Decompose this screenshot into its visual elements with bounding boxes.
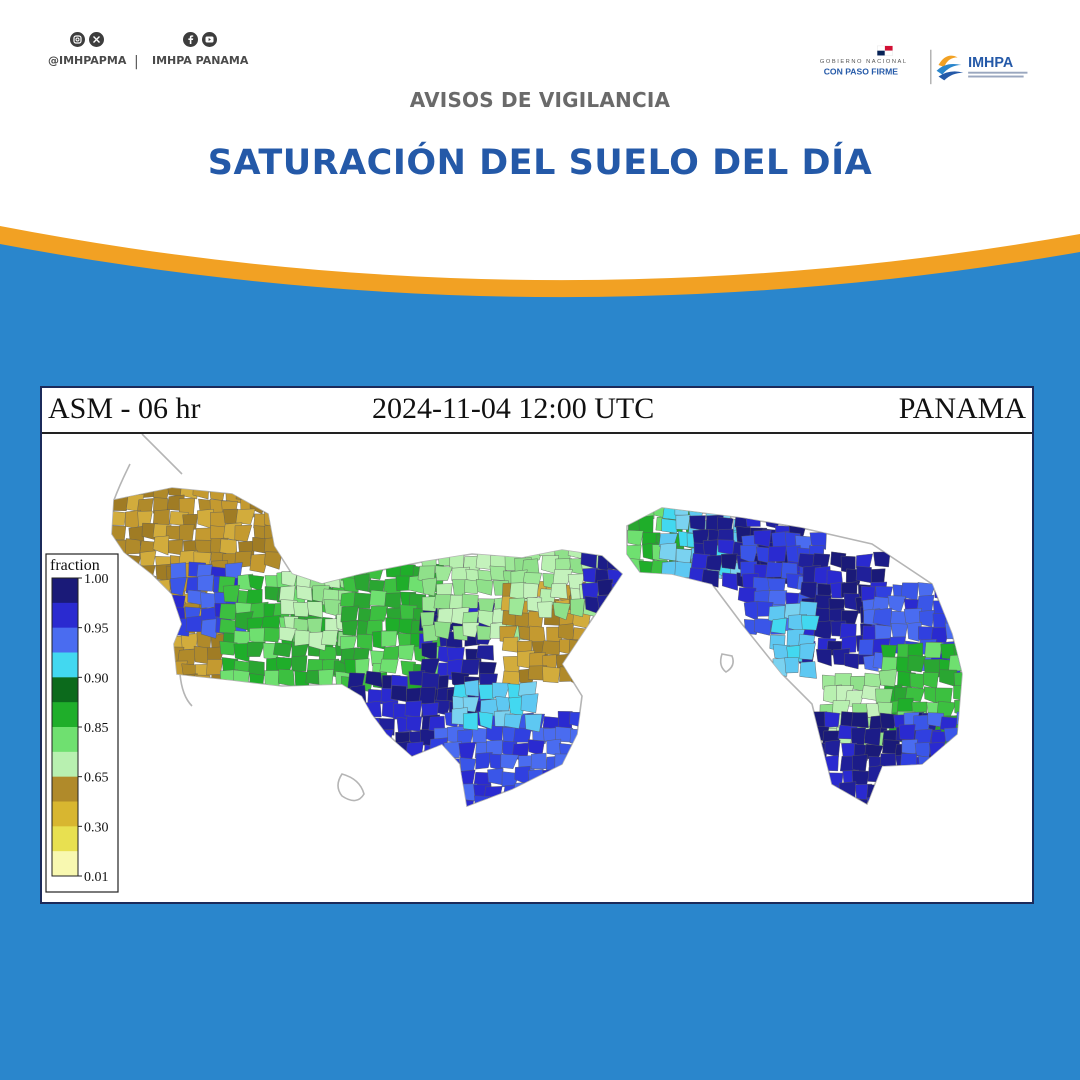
catchment-region xyxy=(476,579,493,595)
catchment-region xyxy=(391,753,406,770)
catchment-region xyxy=(354,574,369,592)
catchment-region xyxy=(543,769,558,786)
catchment-region xyxy=(730,502,748,517)
catchment-region xyxy=(556,813,573,828)
catchment-region xyxy=(464,680,479,696)
catchment-region xyxy=(476,646,494,661)
catchment-region xyxy=(676,515,690,530)
catchment-region xyxy=(424,755,443,770)
catchment-region xyxy=(127,617,145,635)
section-title: AVISOS DE VIGILANCIA xyxy=(409,88,671,112)
legend-tick-label: 1.00 xyxy=(84,572,109,587)
catchment-region xyxy=(292,656,308,672)
catchment-region xyxy=(838,799,857,817)
youtube-icon[interactable] xyxy=(202,32,217,47)
catchment-region xyxy=(627,530,643,546)
page-title: SATURACIÓN DEL SUELO DEL DÍA xyxy=(207,143,873,183)
catchment-region xyxy=(825,784,841,801)
catchment-region xyxy=(954,700,968,716)
catchment-region xyxy=(706,555,723,570)
catchment-region xyxy=(405,755,421,773)
catchment-region xyxy=(612,583,627,597)
catchment-region xyxy=(476,810,494,827)
catchment-region xyxy=(530,626,546,642)
catchment-region xyxy=(826,814,845,831)
catchment-region xyxy=(926,769,940,786)
catchment-region xyxy=(431,812,450,828)
gov-line2: CON PASO FIRME xyxy=(823,66,899,77)
catchment-region xyxy=(766,562,783,578)
catchment-region xyxy=(935,584,951,600)
catchment-region xyxy=(128,607,143,622)
catchment-region xyxy=(138,634,155,650)
catchment-region xyxy=(825,712,840,728)
catchment-region xyxy=(537,602,552,618)
catchment-region xyxy=(609,547,625,562)
catchment-region xyxy=(125,593,141,610)
catchment-region xyxy=(406,716,422,731)
catchment-region xyxy=(852,755,867,773)
catchment-region xyxy=(921,812,938,826)
catchment-region xyxy=(442,813,459,829)
catchment-region xyxy=(948,655,965,672)
catchment-region xyxy=(524,583,539,598)
catchment-region xyxy=(448,783,463,798)
legend-color-swatch xyxy=(52,628,78,653)
catchment-region xyxy=(898,811,915,828)
catchment-region xyxy=(165,674,182,691)
catchment-region xyxy=(504,714,522,729)
catchment-region xyxy=(364,718,380,733)
catchment-region xyxy=(659,543,676,561)
catchment-region xyxy=(662,519,678,534)
map-header xyxy=(42,388,1032,434)
catchment-region xyxy=(156,594,173,610)
catchment-region xyxy=(528,769,543,788)
catchment-region xyxy=(342,620,358,636)
catchment-region xyxy=(956,738,974,757)
catchment-region xyxy=(223,585,240,602)
catchment-region xyxy=(462,594,478,608)
catchment-region xyxy=(219,619,236,634)
catchment-region xyxy=(875,625,892,640)
catchment-region xyxy=(264,485,282,501)
catchment-region xyxy=(559,667,575,682)
catchment-region xyxy=(247,642,264,657)
catchment-region xyxy=(138,576,156,592)
catchment-region xyxy=(893,800,910,815)
legend-color-bar xyxy=(52,578,78,877)
catchment-region xyxy=(462,810,478,825)
catchment-region xyxy=(380,659,399,673)
catchment-region xyxy=(801,615,819,630)
panama-flag-icon xyxy=(877,46,892,56)
catchment-region xyxy=(279,586,295,601)
catchment-region xyxy=(405,701,422,717)
catchment-region xyxy=(883,798,898,812)
soil-moisture-regions xyxy=(107,481,976,832)
catchment-region xyxy=(918,756,934,771)
catchment-region xyxy=(352,757,370,771)
catchment-region xyxy=(864,728,880,746)
catchment-region xyxy=(364,728,380,745)
catchment-region xyxy=(510,542,527,557)
legend-tick-label: 0.90 xyxy=(84,671,109,687)
catchment-region xyxy=(294,630,310,646)
catchment-region xyxy=(915,742,931,757)
legend-tick-label: 0.85 xyxy=(84,721,109,736)
catchment-region xyxy=(899,724,915,740)
catchment-region xyxy=(434,622,451,639)
catchment-region xyxy=(559,785,577,803)
catchment-region xyxy=(816,649,831,666)
catchment-region xyxy=(721,554,737,569)
catchment-region xyxy=(351,714,367,728)
legend-color-swatch xyxy=(52,603,78,628)
catchment-region xyxy=(785,658,799,673)
catchment-region xyxy=(896,785,912,801)
legend-color-swatch xyxy=(52,752,78,777)
catchment-region xyxy=(140,620,156,636)
social-right-handle: IMHPA PANAMA xyxy=(152,54,249,67)
legend-color-swatch xyxy=(52,727,78,752)
catchment-region xyxy=(913,771,929,787)
catchment-region xyxy=(800,662,817,679)
catchment-region xyxy=(573,743,590,760)
catchment-region xyxy=(515,766,531,785)
catchment-region xyxy=(909,794,926,813)
catchment-region xyxy=(546,813,561,830)
catchment-region xyxy=(429,786,445,802)
catchment-region xyxy=(366,701,382,717)
catchment-region xyxy=(825,740,840,757)
catchment-region xyxy=(386,563,402,578)
catchment-region xyxy=(573,787,590,801)
catchment-region xyxy=(139,663,155,680)
catchment-region xyxy=(496,696,510,711)
catchment-region xyxy=(531,753,547,769)
catchment-region xyxy=(435,566,452,581)
catchment-region xyxy=(550,583,567,598)
catchment-region xyxy=(608,593,623,611)
catchment-region xyxy=(250,673,264,689)
catchment-region xyxy=(502,637,518,652)
catchment-region xyxy=(883,768,898,786)
catchment-region xyxy=(547,739,561,756)
catchment-region xyxy=(544,785,562,803)
catchment-region xyxy=(856,566,872,583)
catchment-region xyxy=(959,729,976,746)
catchment-region xyxy=(219,604,236,620)
catchment-region xyxy=(155,620,171,636)
legend-tick-label: 0.65 xyxy=(84,770,109,786)
catchment-region xyxy=(955,753,973,769)
catchment-region xyxy=(510,583,526,600)
catchment-region xyxy=(293,602,309,617)
catchment-region xyxy=(490,566,506,581)
catchment-region xyxy=(391,686,407,702)
catchment-region xyxy=(251,483,267,500)
map-legend xyxy=(46,554,118,892)
org-name: IMHPA xyxy=(968,54,1014,71)
catchment-region xyxy=(366,746,381,762)
catchment-region xyxy=(157,635,173,649)
catchment-region xyxy=(264,628,282,643)
catchment-region xyxy=(186,616,202,632)
catchment-region xyxy=(422,672,440,689)
map-region-label: PANAMA xyxy=(898,392,1026,425)
catchment-region xyxy=(925,642,942,658)
catchment-region xyxy=(528,801,546,816)
catchment-region xyxy=(688,501,703,518)
catchment-region xyxy=(558,800,576,818)
catchment-region xyxy=(582,583,599,599)
catchment-region xyxy=(543,666,561,682)
catchment-region xyxy=(128,648,142,665)
catchment-region xyxy=(839,782,856,798)
catchment-region xyxy=(923,672,938,689)
catchment-region xyxy=(487,768,503,785)
catchment-region xyxy=(151,644,167,662)
catchment-region xyxy=(910,811,924,826)
catchment-region xyxy=(689,516,705,531)
catchment-region xyxy=(810,781,826,798)
catchment-region xyxy=(825,799,841,815)
map-timestamp: 2024-11-04 12:00 UTC xyxy=(372,392,655,425)
catchment-region xyxy=(598,579,613,595)
catchment-region xyxy=(947,586,964,603)
catchment-region xyxy=(513,782,532,800)
social-left[interactable] xyxy=(48,32,126,67)
catchment-region xyxy=(429,800,444,816)
soil-moisture-map-panel xyxy=(40,386,1034,904)
catchment-region xyxy=(945,623,960,639)
catchment-region xyxy=(942,757,962,773)
catchment-region xyxy=(675,499,690,515)
catchment-region xyxy=(236,509,255,525)
catchment-region xyxy=(539,542,557,556)
catchment-region xyxy=(529,787,546,804)
catchment-region xyxy=(210,486,226,501)
catchment-region xyxy=(625,581,641,596)
catchment-region xyxy=(370,590,387,606)
catchment-region xyxy=(179,524,194,540)
catchment-region xyxy=(744,601,758,621)
catchment-region xyxy=(156,604,171,621)
catchment-region xyxy=(866,812,884,829)
catchment-region xyxy=(931,757,948,775)
facebook-icon[interactable] xyxy=(183,32,198,47)
catchment-region xyxy=(521,694,538,713)
legend-color-swatch xyxy=(52,677,78,702)
catchment-region xyxy=(895,769,911,785)
catchment-region xyxy=(569,758,585,774)
catchment-region xyxy=(461,659,480,674)
catchment-region xyxy=(443,758,460,776)
catchment-region xyxy=(350,727,368,744)
catchment-region xyxy=(570,712,586,728)
catchment-region xyxy=(399,645,415,660)
catchment-region xyxy=(126,633,141,652)
catchment-region xyxy=(125,567,144,584)
catchment-region xyxy=(234,670,250,686)
catchment-region xyxy=(127,658,145,675)
legend-tick-label: 0.01 xyxy=(84,870,109,885)
catchment-region xyxy=(628,501,643,517)
header-logos xyxy=(815,44,1040,88)
catchment-region xyxy=(278,669,294,686)
legend-color-swatch xyxy=(52,578,78,603)
social-right[interactable] xyxy=(152,32,248,67)
x-icon[interactable] xyxy=(89,32,104,47)
catchment-region xyxy=(152,579,171,597)
catchment-region xyxy=(543,798,562,815)
catchment-region xyxy=(142,676,158,693)
catchment-region xyxy=(463,713,478,730)
catchment-region xyxy=(868,765,883,782)
catchment-region xyxy=(127,673,144,690)
catchment-region xyxy=(321,630,338,645)
catchment-region xyxy=(625,545,641,560)
instagram-icon[interactable] xyxy=(70,32,85,47)
catchment-region xyxy=(430,755,445,772)
catchment-region xyxy=(837,810,855,829)
catchment-region xyxy=(155,660,170,679)
catchment-region xyxy=(528,811,546,827)
catchment-region xyxy=(125,538,141,554)
legend-title: fraction xyxy=(50,557,100,574)
catchment-region xyxy=(853,809,869,823)
catchment-region xyxy=(609,597,626,614)
catchment-region xyxy=(492,683,510,698)
catchment-region xyxy=(624,595,641,610)
catchment-region xyxy=(867,797,884,814)
catchment-region xyxy=(850,799,868,814)
catchment-region xyxy=(501,794,518,811)
social-separator: | xyxy=(134,54,139,70)
legend-color-swatch xyxy=(52,826,78,851)
catchment-region xyxy=(901,753,917,768)
catchment-region xyxy=(111,526,126,540)
catchment-region xyxy=(318,669,333,686)
catchment-region xyxy=(573,652,589,670)
catchment-region xyxy=(152,675,167,691)
catchment-region xyxy=(935,688,952,703)
catchment-region xyxy=(264,552,282,570)
catchment-region xyxy=(525,714,542,732)
social-left-handle: @IMHPAPMA xyxy=(48,54,127,67)
catchment-region xyxy=(768,546,786,562)
catchment-region xyxy=(824,755,839,771)
legend-color-swatch xyxy=(52,702,78,727)
catchment-region xyxy=(381,631,397,647)
catchment-region xyxy=(517,810,535,825)
catchment-region xyxy=(852,713,869,728)
catchment-region xyxy=(273,642,291,657)
catchment-region xyxy=(429,773,446,791)
catchment-region xyxy=(472,728,487,745)
catchment-region xyxy=(569,765,587,784)
catchment-region xyxy=(897,698,913,713)
catchment-region xyxy=(376,757,391,772)
catchment-region xyxy=(771,618,787,634)
catchment-region xyxy=(502,811,518,829)
catchment-region xyxy=(479,712,493,729)
catchment-region xyxy=(422,578,437,596)
catchment-region xyxy=(381,743,398,758)
catchment-region xyxy=(845,653,860,669)
catchment-region xyxy=(446,794,464,811)
catchment-region xyxy=(867,784,885,799)
catchment-region xyxy=(353,703,369,719)
catchment-region xyxy=(885,810,902,825)
catchment-region xyxy=(143,604,160,619)
catchment-region xyxy=(198,575,214,592)
catchment-region xyxy=(879,784,896,801)
catchment-region xyxy=(516,795,530,814)
catchment-region xyxy=(702,570,719,588)
catchment-region xyxy=(488,796,503,813)
catchment-region xyxy=(109,511,126,525)
catchment-region xyxy=(362,760,379,774)
catchment-region xyxy=(487,813,504,830)
catchment-region xyxy=(814,812,829,829)
catchment-region xyxy=(810,768,828,784)
legend-tick-label: 0.95 xyxy=(84,621,109,637)
catchment-region xyxy=(947,596,965,613)
legend-color-swatch xyxy=(52,802,78,827)
legend-color-swatch xyxy=(52,851,78,876)
legend-color-swatch xyxy=(52,777,78,802)
catchment-region xyxy=(235,525,252,542)
legend-color-swatch xyxy=(52,653,78,678)
catchment-region xyxy=(879,669,897,686)
imhpa-wave-logo xyxy=(937,56,964,81)
catchment-region xyxy=(571,795,588,814)
map-product-label: ASM - 06 hr xyxy=(48,392,201,425)
panama-soil-moisture-map xyxy=(42,434,1032,902)
catchment-region xyxy=(811,795,829,811)
catchment-region xyxy=(127,577,142,593)
catchment-region xyxy=(351,741,368,758)
catchment-region xyxy=(908,781,926,799)
catchment-region xyxy=(123,555,140,571)
catchment-region xyxy=(140,646,158,662)
catchment-region xyxy=(570,599,584,617)
catchment-region xyxy=(859,639,874,655)
catchment-region xyxy=(558,624,574,641)
catchment-region xyxy=(923,786,939,802)
catchment-region xyxy=(501,754,519,769)
catchment-region xyxy=(945,741,964,758)
catchment-region xyxy=(142,590,157,607)
legend-tick-label: 0.30 xyxy=(84,820,109,836)
catchment-region xyxy=(722,573,738,591)
catchment-region xyxy=(568,814,584,832)
gov-line1: GOBIERNO NACIONAL xyxy=(819,59,908,66)
catchment-region xyxy=(921,796,936,813)
catchment-region xyxy=(560,768,577,785)
catchment-region xyxy=(754,530,772,547)
catchment-region xyxy=(138,565,155,580)
